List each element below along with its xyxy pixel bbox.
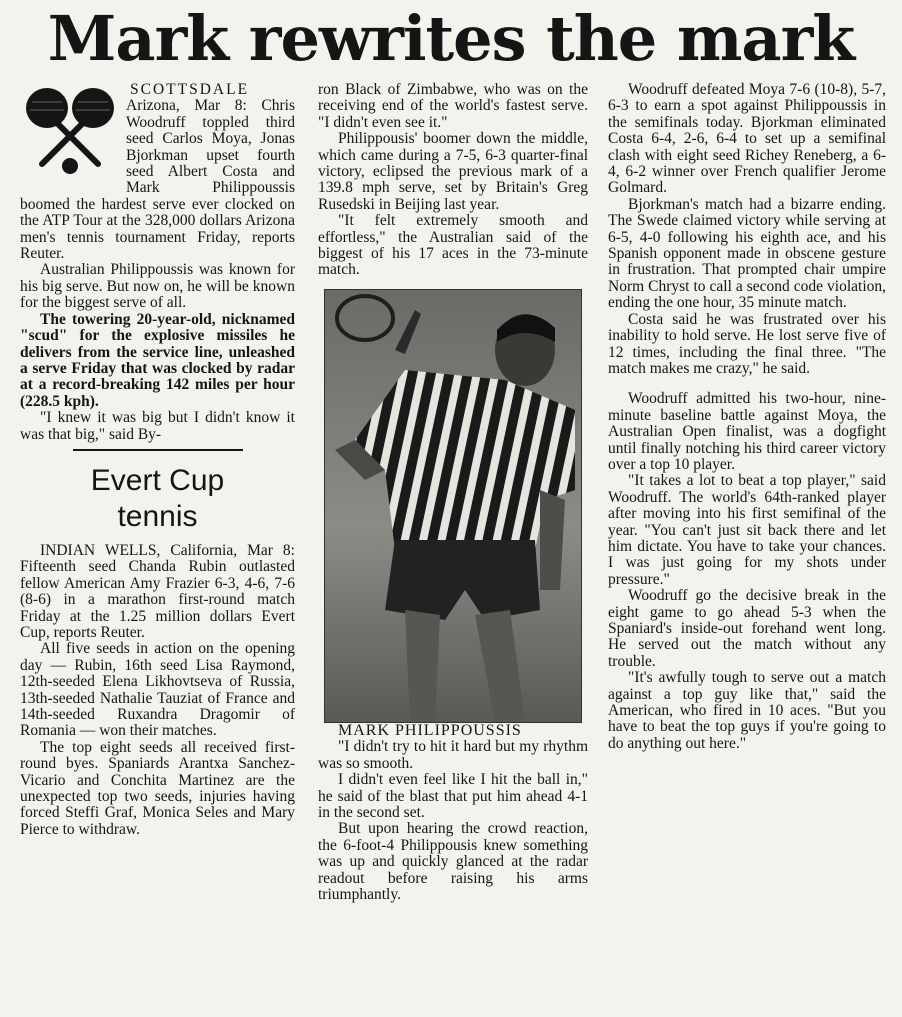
story-paragraph: Philippousis' boomer down the middle, which came during a 7-5, 6-3 quarter-final victory, eclipsed the previous mark of a 139.8 mph serve, set by Britain's Greg Rusedski in Beijing last year. xyxy=(318,130,588,213)
player-photo xyxy=(324,289,582,723)
story-paragraph: I didn't even feel like I hit the ball in," he said of the blast that put him ahead 4-1 in the second set. xyxy=(318,771,588,821)
headline: Mark rewrites the mark xyxy=(47,2,855,75)
story-paragraph: "It takes a lot to beat a top player," said Woodruff. The world's 64th-ranked player after moving into his first semifinal of the year. "You can't just sit back there and let him dictate. You have to take your chances. I was just going for my shots under pressure." xyxy=(608,472,886,588)
story-paragraph-bold: The towering 20-year-old, nicknamed "scud" for the explosive missiles he delivers from the service line, unleashed a serve Friday that was clocked by radar at a record-breaking 142 miles per hour (228.5 kph). xyxy=(20,310,295,410)
story-paragraph: ron Black of Zimbabwe, who was on the receiving end of the world's fastest serve. "I didn't even see it." xyxy=(318,81,588,131)
subheadline xyxy=(20,463,295,535)
story-paragraph: Woodruff admitted his two-hour, nine-minute baseline battle against Moya, the Australian Open finalist, was a dogfight until finally notching his third career victory over a top 10 player. xyxy=(608,390,886,473)
story-paragraph: Australian Philippoussis was known for his big serve. But now on, he will be known for the biggest serve of all. xyxy=(20,261,295,312)
crossed-racquets-icon xyxy=(20,84,120,178)
section-divider xyxy=(73,449,243,451)
story-paragraph: "I knew it was big but I didn't know it was that big," said By- xyxy=(20,409,295,443)
story-paragraph: The top eight seeds all received first-round byes. Spaniards Arantxa Sanchez-Vicario and Conchita Martinez are the unexpected top two seeds, injuries having forced Steffi Graf, Monica Seles and Mary Pierce to withdraw. xyxy=(20,738,295,838)
story-paragraph: "I didn't try to hit it hard but my rhythm was so smooth. xyxy=(318,738,588,772)
dateline: SCOTTSDALE xyxy=(130,81,250,98)
story-paragraph: Arizona, Mar 8: Chris Woodruff toppled third seed Carlos Moya, Jonas Bjorkman upset fourth seed Albert Costa and Mark Philippoussis boomed the hardest serve ever clocked on the ATP Tour at the 328,000 dollars Arizona men's tennis tournament Friday, reports Reuter. xyxy=(20,97,295,263)
story-paragraph: But upon hearing the crowd reaction, the 6-foot-4 Philippousis knew something was up and quickly glanced at the radar readout before raising his arms triumphantly. xyxy=(318,820,588,903)
subheadline-line: Evert Cup xyxy=(90,463,225,497)
story-paragraph: Woodruff defeated Moya 7-6 (10-8), 5-7, 6-3 to earn a spot against Philippoussis in the semifinals today. Bjorkman eliminated Costa 6-4, 2-6, 6-4 to set up a semifinal clash with eight seed Richey Reneberg, a 6-4, 6-2 winner over French qualifier Jerome Golmard. xyxy=(608,81,886,197)
story-paragraph: "It felt extremely smooth and effortless," the Australian said of the biggest of his 17 aces in the 73-minute match. xyxy=(318,212,588,279)
story-paragraph: All five seeds in action on the opening day — Rubin, 16th seed Lisa Raymond, 12th-seeded Elena Likhovtseva of Russia, 13th-seeded Nathalie Tauziat of France and 14th-seeded Ruxandra Dragomir of Romania — won their matches. xyxy=(20,640,295,740)
story-paragraph: "It's awfully tough to serve out a match against a top guy like that," said the American, who fired in 10 aces. "But you have to beat the top guys if you're going to do anything out here." xyxy=(608,669,886,752)
column-1 xyxy=(20,82,295,838)
story-paragraph: Woodruff go the decisive break in the eight game to go ahead 5-3 when the Spaniard's inside-out forehand went long. He served out the match without any trouble. xyxy=(608,587,886,670)
story-paragraph: Bjorkman's match had a bizarre ending. The Swede claimed victory while serving at 6-5, 4-0 following his eighth ace, and his Spanish opponent made in obscene gesture in frustration. That prompted chair umpire Norm Chryst to call a second code violation, ending the one hour, 35 minute match. xyxy=(608,195,886,312)
column-2 xyxy=(318,82,588,903)
player-photo-image xyxy=(325,290,581,722)
story-paragraph: INDIAN WELLS, California, Mar 8: Fifteenth seed Chanda Rubin outlasted fellow American Amy Frazier 6-3, 4-6, 7-6 (8-6) in a marathon first-round match Friday at the 1.25 million dollars Evert Cup, reports Reuter. xyxy=(20,541,295,641)
photo-caption: MARK PHILIPPOUSSIS xyxy=(338,721,522,739)
subheadline-line: tennis xyxy=(117,499,198,533)
column-3 xyxy=(608,82,886,752)
story-paragraph: Costa said he was frustrated over his inability to hold serve. He lost serve five of 12 times, including the final three. "The match makes me crazy," he said. xyxy=(608,310,886,377)
tennis-racquets-icon xyxy=(20,84,120,180)
